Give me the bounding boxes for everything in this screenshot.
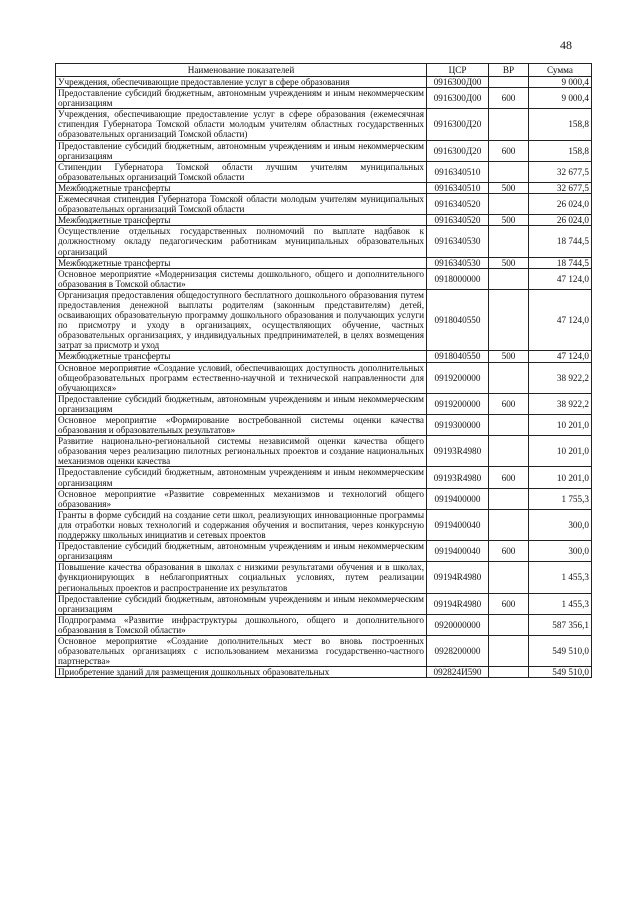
row-csr-cell: 0919400040 bbox=[427, 509, 489, 540]
row-name-cell: Межбюджетные трансферты bbox=[56, 351, 427, 362]
row-csr-cell: 0919400040 bbox=[427, 541, 489, 562]
table-row bbox=[56, 140, 592, 161]
row-sum-cell: 18 744,5 bbox=[529, 257, 592, 268]
row-vr-cell bbox=[489, 362, 529, 393]
table-row bbox=[56, 593, 592, 614]
table-row bbox=[56, 393, 592, 414]
row-name-cell: Предоставление субсидий бюджетным, автономным учреждениям и иным некоммерческим организациям bbox=[56, 393, 427, 414]
row-sum-cell: 32 677,5 bbox=[529, 182, 592, 193]
row-vr-cell bbox=[489, 667, 529, 678]
table-row bbox=[56, 436, 592, 467]
row-name-cell: Осуществление отдельных государственных полномочий по выплате надбавок к должностному окладу педагогическим работникам муниципальных образовательных организаций bbox=[56, 226, 427, 257]
row-vr-cell bbox=[489, 226, 529, 257]
row-sum-cell: 1 455,3 bbox=[529, 562, 592, 593]
table-row bbox=[56, 467, 592, 488]
row-name-cell: Межбюджетные трансферты bbox=[56, 182, 427, 193]
row-vr-cell bbox=[489, 509, 529, 540]
row-vr-cell bbox=[489, 109, 529, 140]
row-sum-cell: 300,0 bbox=[529, 541, 592, 562]
row-sum-cell: 158,8 bbox=[529, 109, 592, 140]
row-csr-cell: 09193R4980 bbox=[427, 467, 489, 488]
row-csr-cell: 0916340510 bbox=[427, 161, 489, 182]
row-csr-cell: 0916300Д00 bbox=[427, 88, 489, 109]
row-name-cell: Предоставление субсидий бюджетным, автономным учреждениям и иным некоммерческим организациям bbox=[56, 467, 427, 488]
row-sum-cell: 549 510,0 bbox=[529, 667, 592, 678]
table-row bbox=[56, 257, 592, 268]
row-name-cell: Предоставление субсидий бюджетным, автономным учреждениям и иным некоммерческим организациям bbox=[56, 593, 427, 614]
row-csr-cell: 09193R4980 bbox=[427, 436, 489, 467]
table-row bbox=[56, 182, 592, 193]
header-sum: Сумма bbox=[529, 64, 592, 77]
row-sum-cell: 38 922,2 bbox=[529, 362, 592, 393]
row-csr-cell: 0919400000 bbox=[427, 488, 489, 509]
row-vr-cell: 600 bbox=[489, 593, 529, 614]
table-row bbox=[56, 194, 592, 215]
row-vr-cell bbox=[489, 614, 529, 635]
table-row bbox=[56, 415, 592, 436]
row-csr-cell: 092824И590 bbox=[427, 667, 489, 678]
row-csr-cell: 0916300Д00 bbox=[427, 77, 489, 88]
row-vr-cell bbox=[489, 635, 529, 666]
row-name-cell: Ежемесячная стипендия Губернатора Томской области молодым учителям муниципальных образовательных организаций Томской области bbox=[56, 194, 427, 215]
row-name-cell: Подпрограмма «Развитие инфраструктуры дошкольного, общего и дополнительного образования в Томской области» bbox=[56, 614, 427, 635]
row-name-cell: Учреждения, обеспечивающие предоставление услуг в сфере образования (ежемесячная стипендия Губернатора Томской области молодым учителям областных государственных образовательных организаций Томской области) bbox=[56, 109, 427, 140]
table-row bbox=[56, 541, 592, 562]
header-vr: ВР bbox=[489, 64, 529, 77]
row-csr-cell: 0916340530 bbox=[427, 257, 489, 268]
table-row bbox=[56, 109, 592, 140]
budget-table bbox=[55, 63, 592, 678]
row-sum-cell: 10 201,0 bbox=[529, 415, 592, 436]
row-vr-cell bbox=[489, 194, 529, 215]
row-csr-cell: 0918040550 bbox=[427, 289, 489, 351]
row-csr-cell: 09194R4980 bbox=[427, 562, 489, 593]
table-row bbox=[56, 161, 592, 182]
row-vr-cell bbox=[489, 415, 529, 436]
row-csr-cell: 0918000000 bbox=[427, 268, 489, 289]
row-name-cell: Повышение качества образования в школах с низкими результатами обучения и в школах, функционирующих в неблагоприятных социальных условиях, путем реализации региональных проектов и распространение их результатов bbox=[56, 562, 427, 593]
row-vr-cell: 500 bbox=[489, 257, 529, 268]
row-name-cell: Основное мероприятие «Создание условий, обеспечивающих доступность дополнительных общеобразовательных программ естественно-научной и технической направленности для обучающихся» bbox=[56, 362, 427, 393]
row-name-cell: Предоставление субсидий бюджетным, автономным учреждениям и иным некоммерческим организациям bbox=[56, 140, 427, 161]
row-vr-cell bbox=[489, 289, 529, 351]
row-vr-cell: 500 bbox=[489, 215, 529, 226]
row-csr-cell: 0916340520 bbox=[427, 215, 489, 226]
row-vr-cell: 600 bbox=[489, 88, 529, 109]
row-name-cell: Развитие национально-региональной системы независимой оценки качества общего образования через реализацию пилотных региональных проектов и создание национальных механизмов оценки качества bbox=[56, 436, 427, 467]
row-name-cell: Основное мероприятие «Создание дополнительных мест во вновь построенных образовательных организациях с использованием механизма государственно-частного партнерства» bbox=[56, 635, 427, 666]
table-row bbox=[56, 268, 592, 289]
row-csr-cell: 0920000000 bbox=[427, 614, 489, 635]
table-row bbox=[56, 215, 592, 226]
row-name-cell: Гранты в форме субсидий на создание сети школ, реализующих инновационные программы для отработки новых технологий и содержания обучения и воспитания, через конкурсную поддержку школьных инициатив и сетевых проектов bbox=[56, 509, 427, 540]
row-sum-cell: 9 000,4 bbox=[529, 77, 592, 88]
row-csr-cell: 0919300000 bbox=[427, 415, 489, 436]
row-csr-cell: 0916340530 bbox=[427, 226, 489, 257]
table-row bbox=[56, 362, 592, 393]
row-sum-cell: 10 201,0 bbox=[529, 436, 592, 467]
table-row bbox=[56, 635, 592, 666]
table-row bbox=[56, 488, 592, 509]
row-vr-cell: 500 bbox=[489, 182, 529, 193]
row-name-cell: Основное мероприятие «Развитие современных механизмов и технологий общего образования» bbox=[56, 488, 427, 509]
row-vr-cell bbox=[489, 436, 529, 467]
row-vr-cell bbox=[489, 268, 529, 289]
row-vr-cell bbox=[489, 161, 529, 182]
table-header-row bbox=[56, 64, 592, 77]
row-sum-cell: 26 024,0 bbox=[529, 194, 592, 215]
row-sum-cell: 10 201,0 bbox=[529, 467, 592, 488]
row-vr-cell: 600 bbox=[489, 140, 529, 161]
row-vr-cell: 500 bbox=[489, 351, 529, 362]
row-sum-cell: 1 455,3 bbox=[529, 593, 592, 614]
header-csr: ЦСР bbox=[427, 64, 489, 77]
row-vr-cell: 600 bbox=[489, 541, 529, 562]
row-csr-cell: 0918040550 bbox=[427, 351, 489, 362]
row-name-cell: Организация предоставления общедоступного бесплатного дошкольного образования путем предоставления денежной выплаты родителям (законным представителям) детей, осваивающих образовательную программу дошкольного образования и получающих услуги по присмотру и уходу в организациях, осуществляющих обучение, частных образовательных организациях, у индивидуальных предпринимателей, в целях возмещения затрат за присмотр и уход bbox=[56, 289, 427, 351]
row-csr-cell: 0916340520 bbox=[427, 194, 489, 215]
row-name-cell: Основное мероприятие «Формирование востребованной системы оценки качества образования и образовательных результатов» bbox=[56, 415, 427, 436]
page-number: 48 bbox=[560, 38, 572, 52]
row-vr-cell bbox=[489, 562, 529, 593]
row-name-cell: Межбюджетные трансферты bbox=[56, 215, 427, 226]
table-row bbox=[56, 614, 592, 635]
row-vr-cell: 600 bbox=[489, 393, 529, 414]
row-sum-cell: 38 922,2 bbox=[529, 393, 592, 414]
row-name-cell: Основное мероприятие «Модернизация системы дошкольного, общего и дополнительного образования в Томской области» bbox=[56, 268, 427, 289]
row-sum-cell: 549 510,0 bbox=[529, 635, 592, 666]
table-row bbox=[56, 289, 592, 351]
row-csr-cell: 09194R4980 bbox=[427, 593, 489, 614]
row-name-cell: Учреждения, обеспечивающие предоставление услуг в сфере образования bbox=[56, 77, 427, 88]
row-csr-cell: 0919200000 bbox=[427, 393, 489, 414]
table-row bbox=[56, 562, 592, 593]
row-name-cell: Стипендии Губернатора Томской области лучшим учителям муниципальных образовательных организаций Томской области bbox=[56, 161, 427, 182]
header-name: Наименование показателей bbox=[56, 64, 427, 77]
row-sum-cell: 18 744,5 bbox=[529, 226, 592, 257]
row-csr-cell: 0916300Д20 bbox=[427, 109, 489, 140]
table-row bbox=[56, 351, 592, 362]
row-csr-cell: 0916300Д20 bbox=[427, 140, 489, 161]
row-vr-cell: 600 bbox=[489, 467, 529, 488]
row-name-cell: Межбюджетные трансферты bbox=[56, 257, 427, 268]
table-row bbox=[56, 88, 592, 109]
row-sum-cell: 32 677,5 bbox=[529, 161, 592, 182]
table-row bbox=[56, 509, 592, 540]
row-sum-cell: 9 000,4 bbox=[529, 88, 592, 109]
row-vr-cell bbox=[489, 488, 529, 509]
row-sum-cell: 47 124,0 bbox=[529, 351, 592, 362]
row-sum-cell: 587 356,1 bbox=[529, 614, 592, 635]
row-sum-cell: 300,0 bbox=[529, 509, 592, 540]
table-row bbox=[56, 667, 592, 678]
row-sum-cell: 1 755,3 bbox=[529, 488, 592, 509]
table-row bbox=[56, 77, 592, 88]
row-name-cell: Предоставление субсидий бюджетным, автономным учреждениям и иным некоммерческим организациям bbox=[56, 541, 427, 562]
row-sum-cell: 47 124,0 bbox=[529, 268, 592, 289]
table-row bbox=[56, 226, 592, 257]
row-vr-cell bbox=[489, 77, 529, 88]
row-name-cell: Предоставление субсидий бюджетным, автономным учреждениям и иным некоммерческим организациям bbox=[56, 88, 427, 109]
row-name-cell: Приобретение зданий для размещения дошкольных образовательных bbox=[56, 667, 427, 678]
row-csr-cell: 0928200000 bbox=[427, 635, 489, 666]
row-sum-cell: 158,8 bbox=[529, 140, 592, 161]
row-csr-cell: 0916340510 bbox=[427, 182, 489, 193]
row-sum-cell: 47 124,0 bbox=[529, 289, 592, 351]
row-sum-cell: 26 024,0 bbox=[529, 215, 592, 226]
row-csr-cell: 0919200000 bbox=[427, 362, 489, 393]
